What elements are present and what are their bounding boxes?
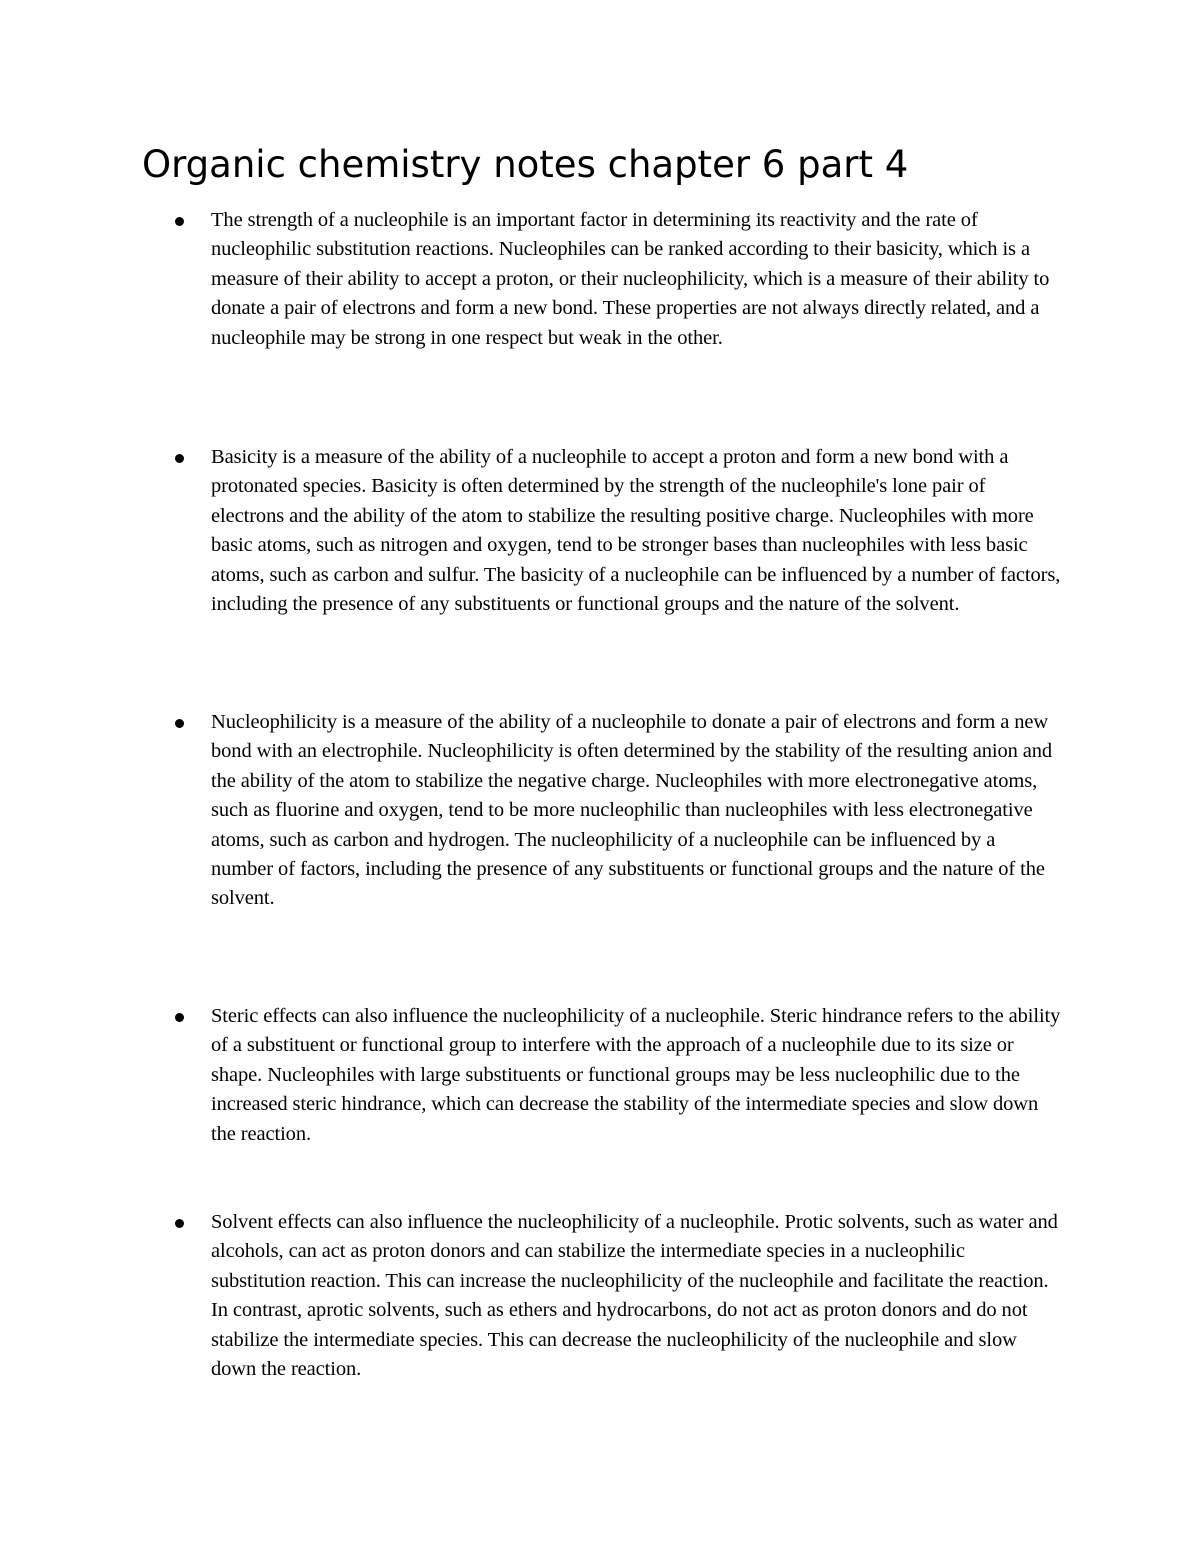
bullet-dot-icon	[175, 719, 184, 728]
bullet-dot-icon	[175, 217, 184, 226]
bullet-dot-icon	[175, 1013, 184, 1022]
document-title: Organic chemistry notes chapter 6 part 4	[142, 143, 909, 186]
bullet-text: The strength of a nucleophile is an important factor in determining its reactivity and the rate of nucleophilic substitution reactions. Nucleophiles can be ranked according to their basicity, which is a measure of their ability to accept a proton, or their nucleophilicity, which is a measure of their ability to donate a pair of electrons and form a new bond. These properties are not always directly related, and a nucleophile may be strong in one respect but weak in the other.	[211, 209, 1050, 349]
bullet-text: Steric effects can also influence the nucleophilicity of a nucleophile. Steric hindrance refers to the ability of a substituent or functional group to interfere with the approach of a nucleophile due to its size or shape. Nucleophiles with large substituents or functional groups may be less nucleophilic due to the increased steric hindrance, which can decrease the stability of the intermediate species and slow down the reaction.	[211, 1005, 1061, 1145]
bullet-dot-icon	[175, 1219, 184, 1228]
bullet-text: Basicity is a measure of the ability of a nucleophile to accept a proton and form a new bond with a protonated species. Basicity is often determined by the strength of the nucleophile's lone pair of electrons and the ability of the atom to stabilize the resulting positive charge. Nucleophiles with more basic atoms, such as nitrogen and oxygen, tend to be stronger bases than nucleophiles with less basic atoms, such as carbon and sulfur. The basicity of a nucleophile can be influenced by a number of factors, including the presence of any substituents or functional groups and the nature of the solvent.	[211, 446, 1061, 616]
bullet-text: Nucleophilicity is a measure of the ability of a nucleophile to donate a pair of electrons and form a new bond with an electrophile. Nucleophilicity is often determined by the stability of the resulting anion and the ability of the atom to stabilize the negative charge. Nucleophiles with more electronegative atoms, such as fluorine and oxygen, tend to be more nucleophilic than nucleophiles with less electronegative atoms, such as carbon and hydrogen. The nucleophilicity of a nucleophile can be influenced by a number of factors, including the presence of any substituents or functional groups and the nature of the solvent.	[211, 711, 1053, 910]
bullet-text: Solvent effects can also influence the nucleophilicity of a nucleophile. Protic solvents, such as water and alcohols, can act as proton donors and can stabilize the intermediate species in a nucleophilic substitution reaction. This can increase the nucleophilicity of the nucleophile and facilitate the reaction. In contrast, aprotic solvents, such as ethers and hydrocarbons, do not act as proton donors and do not stabilize the intermediate species. This can decrease the nucleophilicity of the nucleophile and slow down the reaction.	[211, 1211, 1058, 1381]
bullet-dot-icon	[175, 454, 184, 463]
